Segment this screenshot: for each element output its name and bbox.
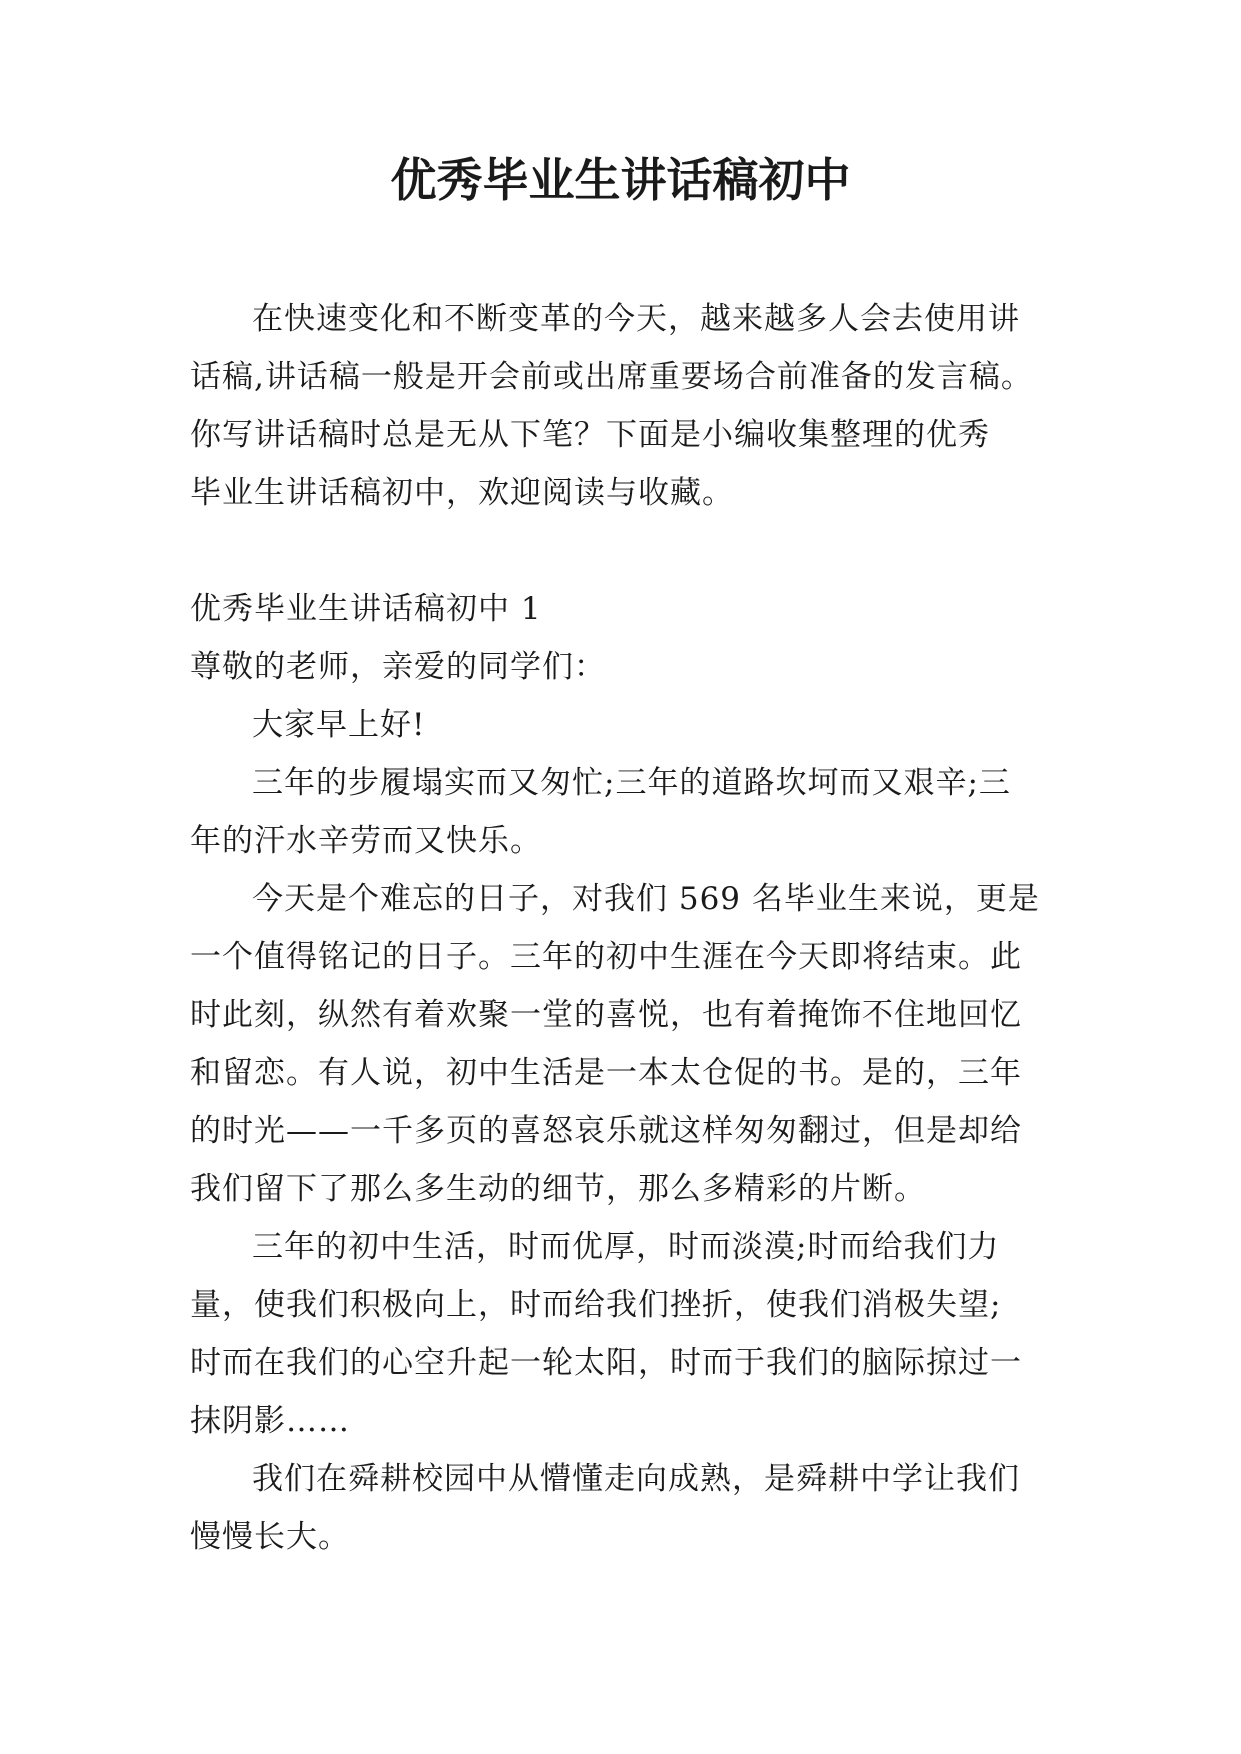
paragraph-line: 时此刻，纵然有着欢聚一堂的喜悦，也有着掩饰不住地回忆 [190, 997, 1022, 1033]
document-body [190, 290, 1056, 1566]
intro-line: 你写讲话稿时总是无从下笔？下面是小编收集整理的优秀 [190, 417, 990, 453]
paragraph-line: 年的汗水辛劳而又快乐。 [190, 823, 542, 859]
intro-paragraph [190, 290, 1056, 522]
body-paragraph-2 [190, 870, 1056, 1218]
greeting: 大家早上好! [252, 707, 426, 743]
paragraph-line: 三年的初中生活，时而优厚，时而淡漠;时而给我们力 [252, 1229, 1000, 1265]
paragraph-line: 我们留下了那么多生动的细节，那么多精彩的片断。 [190, 1171, 926, 1207]
body-paragraph-3 [190, 1218, 1056, 1450]
paragraph-line: 一个值得铭记的日子。三年的初中生涯在今天即将结束。此 [190, 939, 1022, 975]
paragraph-line: 和留恋。有人说，初中生活是一本太仓促的书。是的，三年 [190, 1055, 1022, 1091]
paragraph-line: 的时光——一千多页的喜怒哀乐就这样匆匆翻过，但是却给 [190, 1113, 1022, 1149]
intro-line: 毕业生讲话稿初中，欢迎阅读与收藏。 [190, 475, 734, 511]
document-title: 优秀毕业生讲话稿初中 [390, 153, 851, 207]
paragraph-line: 今天是个难忘的日子，对我们 569 名毕业生来说，更是 [252, 881, 1040, 917]
intro-line: 在快速变化和不断变革的今天，越来越多人会去使用讲 [252, 301, 1020, 337]
paragraph-line: 时而在我们的心空升起一轮太阳，时而于我们的脑际掠过一 [190, 1345, 1022, 1381]
paragraph-line: 抹阴影…… [190, 1403, 350, 1439]
intro-line: 话稿,讲话稿一般是开会前或出席重要场合前准备的发言稿。 [190, 359, 1033, 395]
paragraph-line: 慢慢长大。 [190, 1519, 350, 1555]
salutation: 尊敬的老师，亲爱的同学们： [190, 649, 606, 685]
paragraph-line: 我们在舜耕校园中从懵懂走向成熟，是舜耕中学让我们 [252, 1461, 1020, 1497]
body-paragraph-4 [190, 1450, 1056, 1566]
paragraph-line: 量，使我们积极向上，时而给我们挫折，使我们消极失望; [190, 1287, 1002, 1323]
section-heading: 优秀毕业生讲话稿初中 1 [190, 591, 542, 627]
body-paragraph-1 [190, 754, 1056, 870]
paragraph-line: 三年的步履塌实而又匆忙;三年的道路坎坷而又艰辛;三 [252, 765, 1011, 801]
